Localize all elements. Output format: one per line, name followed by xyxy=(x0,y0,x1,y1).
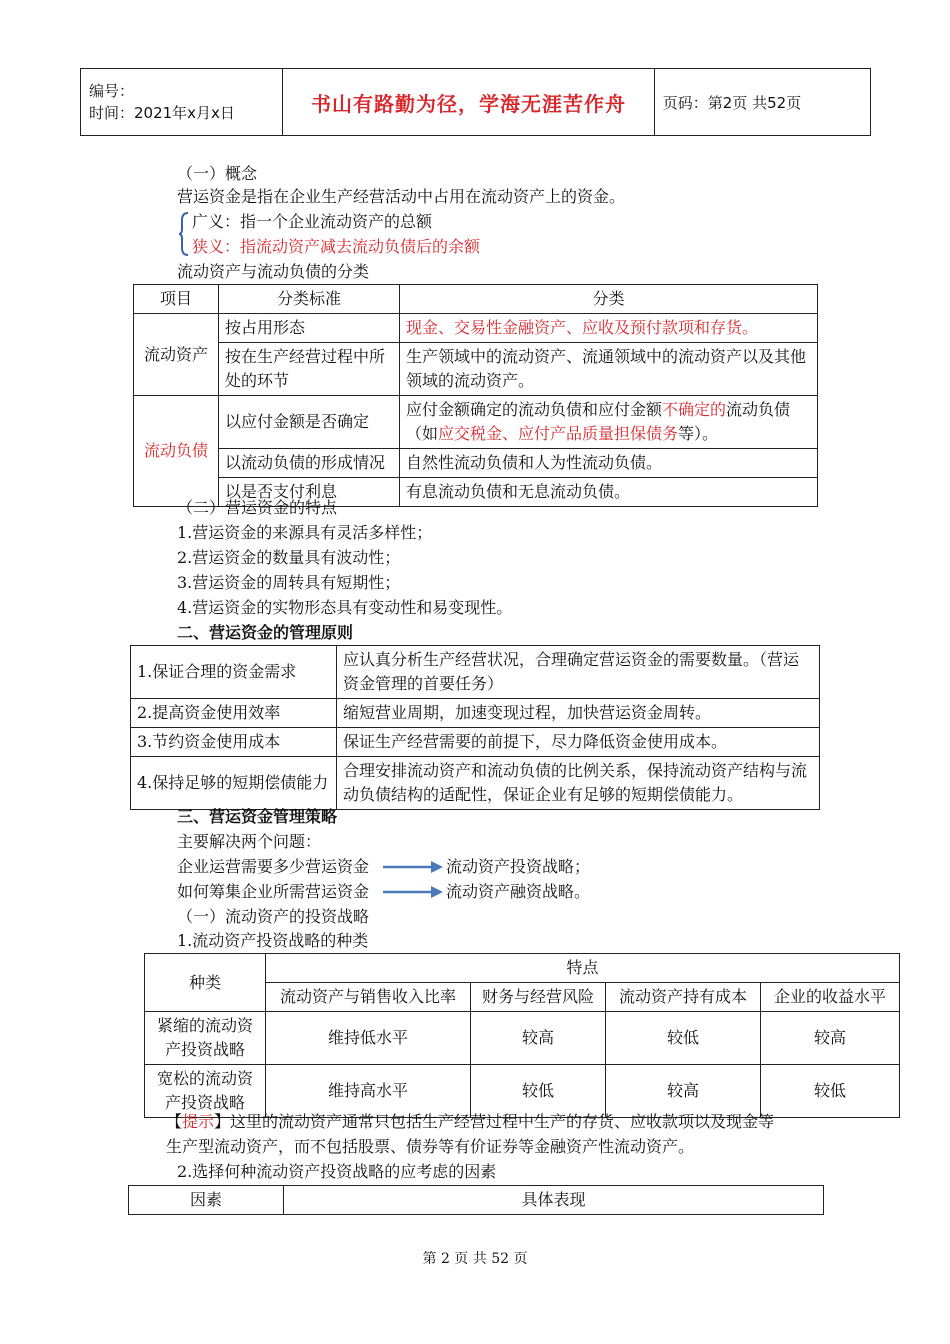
arrow-right-icon xyxy=(383,883,445,901)
question-text: 如何筹集企业所需营运资金 xyxy=(177,882,370,901)
section-title: （二）营运资金的特点 xyxy=(177,498,338,517)
tip-bracket: 】 xyxy=(214,1112,231,1131)
table-row xyxy=(134,396,818,449)
tip-label: 提示 xyxy=(182,1112,215,1131)
table-header-row xyxy=(145,954,900,983)
number-label: 编号： xyxy=(89,82,135,100)
header-cell: 分类 xyxy=(400,285,818,314)
table-row xyxy=(145,1012,900,1065)
section-heading: 二、营运资金的管理原则 xyxy=(177,623,354,642)
category-cell xyxy=(400,396,818,449)
brace-icon xyxy=(179,212,189,256)
table-cell: 较高 xyxy=(471,1012,606,1065)
page-footer: 第 2 页 共 52 页 xyxy=(422,1251,528,1267)
assets-label: 流动资产 xyxy=(134,314,219,396)
table-header-row xyxy=(134,285,818,314)
header-cell: 流动资产持有成本 xyxy=(606,983,761,1012)
text-span: 流动负债 xyxy=(726,400,791,419)
principle-desc: 应认真分析生产经营状况，合理确定营运资金的需要数量。（营运资金管理的首要任务） xyxy=(337,646,820,699)
strategy-name: 宽松的流动资产投资战略 xyxy=(145,1065,266,1118)
subsection-title: 2.选择何种流动资产投资战略的应考虑的因素 xyxy=(177,1162,497,1181)
broad-definition: 广义：指一个企业流动资产的总额 xyxy=(192,212,433,231)
category-cell: 自然性流动负债和人为性流动负债。 xyxy=(400,449,818,478)
header-cell: 项目 xyxy=(134,285,219,314)
page-header xyxy=(80,68,871,136)
answer-text: 流动资产融资战略。 xyxy=(446,882,591,901)
intro-text: 主要解决两个问题： xyxy=(177,832,322,851)
arrow-right-icon xyxy=(383,858,445,876)
motto: 书山有路勤为径，学海无涯苦作舟 xyxy=(283,69,655,136)
table-row xyxy=(131,699,820,728)
category-cell: 生产领域中的流动资产、流通领域中的流动资产以及其他领域的流动资产。 xyxy=(400,343,818,396)
text-span: 等）。 xyxy=(678,424,719,443)
table-cell: 较低 xyxy=(606,1012,761,1065)
table-row xyxy=(131,646,820,699)
question-text: 企业运营需要多少营运资金 xyxy=(177,857,370,876)
table-row xyxy=(134,343,818,396)
standard-cell: 以是否支付利息 xyxy=(219,478,400,507)
principle-name: 3.节约资金使用成本 xyxy=(131,728,337,757)
tip-line xyxy=(166,1110,774,1134)
table-row xyxy=(134,449,818,478)
subsection-title: 1.流动资产投资战略的种类 xyxy=(177,931,369,950)
definition-text: 营运资金是指在企业生产经营活动中占用在流动资产上的资金。 xyxy=(177,187,626,206)
strategy-table xyxy=(144,953,900,1118)
header-meta xyxy=(81,69,283,136)
subsection-title: （一）流动资产的投资战略 xyxy=(177,907,370,926)
table-cell: 较低 xyxy=(761,1065,900,1118)
classification-table xyxy=(133,284,818,507)
section-title: （一）概念 xyxy=(177,164,258,183)
principles-table xyxy=(130,645,820,810)
principle-name: 4.保持足够的短期偿债能力 xyxy=(131,757,337,810)
section-heading: 三、营运资金管理策略 xyxy=(177,807,338,826)
category-cell: 现金、交易性金融资产、应收及预付款项和存货。 xyxy=(400,314,818,343)
table-cell: 较低 xyxy=(471,1065,606,1118)
table-row xyxy=(131,757,820,810)
standard-cell: 以流动负债的形成情况 xyxy=(219,449,400,478)
tip-text: 生产型流动资产，而不包括股票、债券等有价证券等金融资产性流动资产。 xyxy=(166,1137,695,1156)
standard-cell: 按在生产经营过程中所处的环节 xyxy=(219,343,400,396)
liabilities-label: 流动负债 xyxy=(134,396,219,507)
principle-desc: 缩短营业周期，加速变现过程，加快营运资金周转。 xyxy=(337,699,820,728)
strategy-name: 紧缩的流动资产投资战略 xyxy=(145,1012,266,1065)
time-label: 时间：2021年x月x日 xyxy=(89,104,235,122)
header-cell: 因素 xyxy=(129,1186,284,1215)
highlight-span: 不确定的 xyxy=(662,400,727,419)
principle-name: 2.提高资金使用效率 xyxy=(131,699,337,728)
tip-bracket: 【 xyxy=(166,1112,183,1131)
list-item: 3.营运资金的周转具有短期性； xyxy=(177,573,401,592)
table-row xyxy=(131,728,820,757)
header-cell: 种类 xyxy=(145,954,266,1012)
standard-cell: 按占用形态 xyxy=(219,314,400,343)
list-item: 4.营运资金的实物形态具有变动性和易变现性。 xyxy=(177,598,513,617)
principle-desc: 保证生产经营需要的前提下，尽力降低资金使用成本。 xyxy=(337,728,820,757)
list-item: 2.营运资金的数量具有波动性； xyxy=(177,548,401,567)
principle-desc: 合理安排流动资产和流动负债的比例关系，保持流动资产结构与流动负债结构的适配性，保证企业有足够的短期偿债能力。 xyxy=(337,757,820,810)
table-cell: 维持低水平 xyxy=(266,1012,471,1065)
principle-name: 1.保证合理的资金需求 xyxy=(131,646,337,699)
header-cell: 具体表现 xyxy=(284,1186,824,1215)
page-info: 页码：第2页 共52页 xyxy=(654,69,870,136)
category-cell: 有息流动负债和无息流动负债。 xyxy=(400,478,818,507)
header-cell: 特点 xyxy=(266,954,900,983)
narrow-definition: 狭义：指流动资产减去流动负债后的余额 xyxy=(192,237,481,256)
header-cell: 财务与经营风险 xyxy=(471,983,606,1012)
answer-text: 流动资产投资战略； xyxy=(446,857,591,876)
table-header-row xyxy=(129,1186,824,1215)
table-title: 流动资产与流动负债的分类 xyxy=(177,262,370,281)
table-cell: 维持高水平 xyxy=(266,1065,471,1118)
text-span: 应付金额确定的流动负债和应付金额 xyxy=(406,400,663,419)
list-item: 1.营运资金的来源具有灵活多样性； xyxy=(177,523,433,542)
header-cell: 企业的收益水平 xyxy=(761,983,900,1012)
table-row xyxy=(134,314,818,343)
factors-table xyxy=(128,1185,824,1215)
table-cell: 较高 xyxy=(606,1065,761,1118)
standard-cell: 以应付金额是否确定 xyxy=(219,396,400,449)
table-cell: 较高 xyxy=(761,1012,900,1065)
text-span: （如 xyxy=(406,424,439,443)
header-cell: 流动资产与销售收入比率 xyxy=(266,983,471,1012)
tip-text: 这里的流动资产通常只包括生产经营过程中生产的存货、应收款项以及现金等 xyxy=(230,1112,775,1131)
highlight-span: 应交税金、应付产品质量担保债务 xyxy=(438,424,679,443)
header-cell: 分类标准 xyxy=(219,285,400,314)
